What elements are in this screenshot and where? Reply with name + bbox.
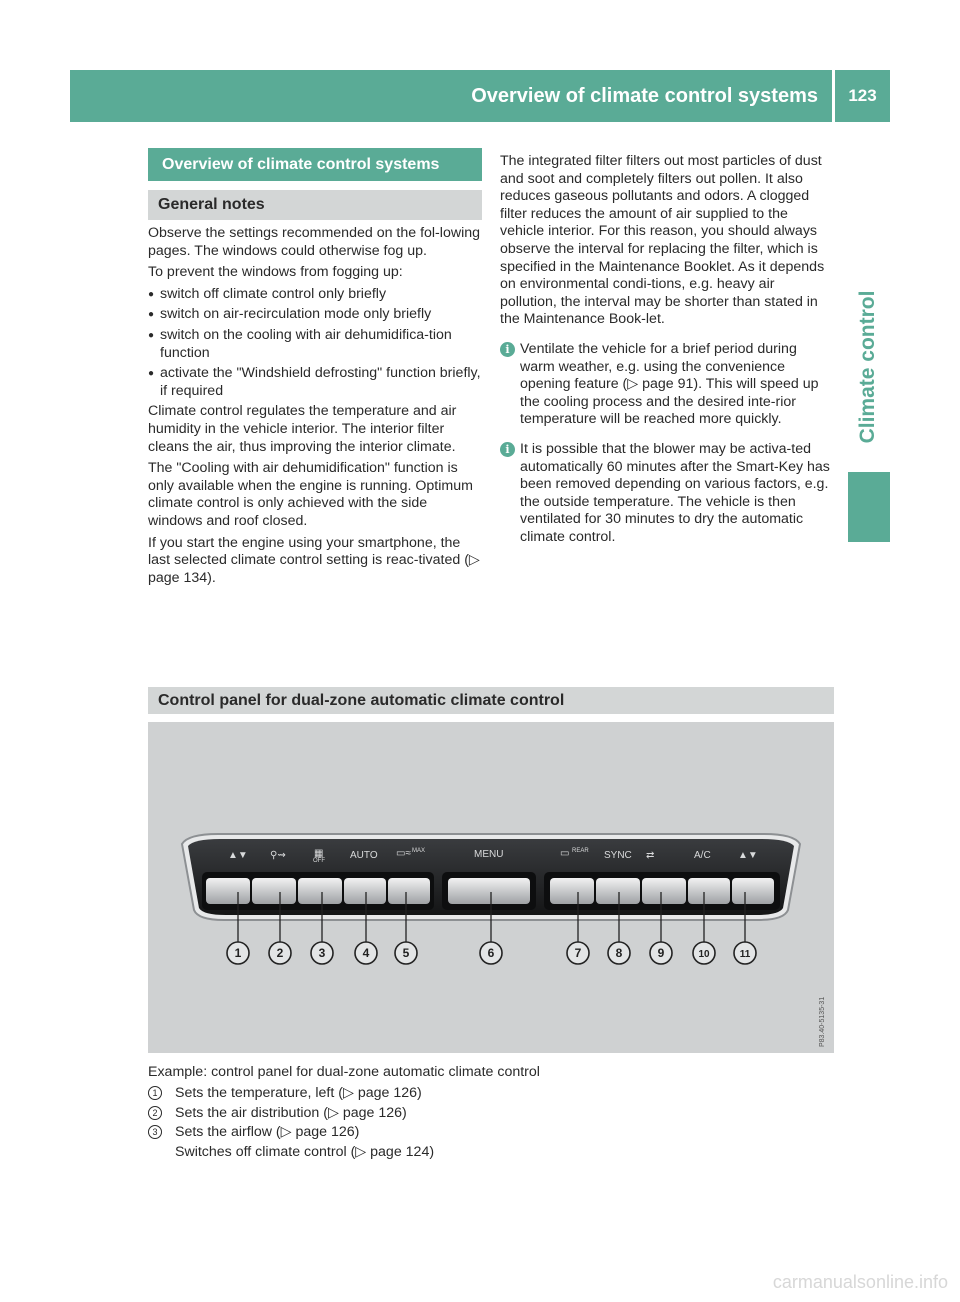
button-2 <box>252 878 296 904</box>
button-7 <box>550 878 594 904</box>
bullet-icon: ● <box>148 309 155 321</box>
control-panel-figure <box>148 722 834 1053</box>
temp-left-icon: ▲▼ <box>228 850 248 861</box>
button-1 <box>206 878 250 904</box>
section-title: Overview of climate control systems <box>148 148 482 181</box>
callout-2: 2 <box>276 946 284 960</box>
bullet-icon: ● <box>148 329 155 341</box>
temp-right-icon: ▲▼ <box>738 850 758 861</box>
off-label: OFF <box>313 858 325 864</box>
callout-9: 9 <box>657 946 665 960</box>
button-strip-center <box>442 872 536 910</box>
list-item: ● switch on air-recirculation mode only briefly <box>148 306 432 323</box>
auto-label: AUTO <box>350 850 378 861</box>
paragraph: Observe the settings recommended on the fol-lowing pages. The windows could otherwise fog up. <box>148 225 481 259</box>
chapter-marker <box>848 472 890 542</box>
bullet-list <box>148 286 482 401</box>
callout-7: 7 <box>574 946 582 960</box>
info-note: i It is possible that the blower may be activa-ted automatically 60 minutes after the Smart-Key has been removed depending on various factors, e.g. the outside temperature. The vehicle is then ventilated for 30 minutes to dry the automatic climate control. <box>500 441 834 547</box>
max-label: MAX <box>412 848 426 854</box>
bullet-icon: ● <box>148 288 155 300</box>
list-item: ● activate the "Windshield defrosting" function briefly, if required <box>148 365 481 399</box>
sync-label: SYNC <box>604 850 632 861</box>
recirculation-icon: ⇄ <box>646 850 655 861</box>
legend-number: 3 <box>148 1125 162 1139</box>
paragraph: Climate control regulates the temperature and air humidity in the vehicle interior. The interior filter cleans the air, thus improving the interior climate. <box>148 403 457 455</box>
callout-5: 5 <box>402 946 410 960</box>
caption-text: Example: control panel for dual-zone automatic climate control <box>148 1064 540 1080</box>
button-4 <box>344 878 386 904</box>
paragraph: The integrated filter filters out most particles of dust and soot and completely filters out pollen. It also reduces gaseous pollutants and odors. A clogged filter reduces the amount of air supplied to the vehicle interior. For this reason, you should always observe the interval for replacing the filter, which is specified in the Maintenance Booklet. As it depends on environmental condi-tions, e.g. heavy air pollution, the interval may be shorter than stated in the Maintenance Book-let. <box>500 153 825 328</box>
callout-4: 4 <box>362 946 370 960</box>
paragraph: The "Cooling with air dehumidification" function is only available when the engine is running. Optimum climate control is only achieved with the side windows and roof closed. <box>148 460 473 529</box>
callout-10: 10 <box>698 949 710 960</box>
list-item: ● switch on the cooling with air dehumidifica-tion function <box>148 326 452 361</box>
button-9 <box>642 878 686 904</box>
legend-item: 2 Sets the air distribution (▷ page 126) <box>148 1105 834 1123</box>
right-column <box>500 153 834 546</box>
callout-11: 11 <box>739 949 751 960</box>
callout-8: 8 <box>615 946 623 960</box>
airflow-icon: ▦ <box>314 848 324 859</box>
info-note: i Ventilate the vehicle for a brief period during warm weather, e.g. using the convenience opening feature (▷ page 91). This will speed up the cooling process and the desired inte-rior temperature will be reached more quickly. <box>500 341 834 429</box>
ac-label: A/C <box>694 850 711 861</box>
figure-ref-code: P83.40-5135-31 <box>819 996 826 1047</box>
chapter-side-tab <box>846 282 890 452</box>
button-5 <box>388 878 430 904</box>
subsection-title: General notes <box>148 190 482 220</box>
button-6 <box>448 878 530 904</box>
button-10 <box>688 878 730 904</box>
bullet-icon: ● <box>148 368 155 380</box>
left-column <box>148 148 482 591</box>
menu-label: MENU <box>474 849 504 860</box>
paragraph: If you start the engine using your smartphone, the last selected climate control setting is reac-tivated (▷ page 134). <box>148 534 480 586</box>
section-title: Control panel for dual-zone automatic climate control <box>148 687 834 714</box>
page-number: 123 <box>848 86 877 105</box>
chapter-label: Climate control <box>856 290 879 444</box>
info-icon: i <box>500 442 515 457</box>
button-3 <box>298 878 342 904</box>
paragraph: To prevent the windows from fogging up: <box>148 264 403 281</box>
legend-item: 1 Sets the temperature, left (▷ page 126) <box>148 1085 834 1103</box>
list-item: ● switch off climate control only briefly <box>148 285 387 302</box>
air-distribution-icon: ⚲⇝ <box>270 850 286 861</box>
watermark: carmanualsonline.info <box>772 1272 948 1292</box>
legend-subitem: Switches off climate control (▷ page 124) <box>175 1144 435 1161</box>
legend-number: 2 <box>148 1106 162 1120</box>
button-11 <box>732 878 774 904</box>
callout-6: 6 <box>487 946 495 960</box>
callout-1: 1 <box>234 946 242 960</box>
figure-caption <box>148 1064 834 1162</box>
rear-defrost-icon: ▭ <box>560 848 570 859</box>
callout-3: 3 <box>318 946 326 960</box>
button-8 <box>596 878 640 904</box>
button-strip-left <box>202 872 434 910</box>
legend-number: 1 <box>148 1086 162 1100</box>
header-title: Overview of climate control systems <box>471 85 818 107</box>
info-icon: i <box>500 342 515 357</box>
rear-label: REAR <box>572 848 589 854</box>
page-header <box>70 70 890 122</box>
max-defrost-icon: ▭≈ <box>396 848 411 859</box>
legend-item: 3 Sets the airflow (▷ page 126) <box>148 1124 834 1142</box>
